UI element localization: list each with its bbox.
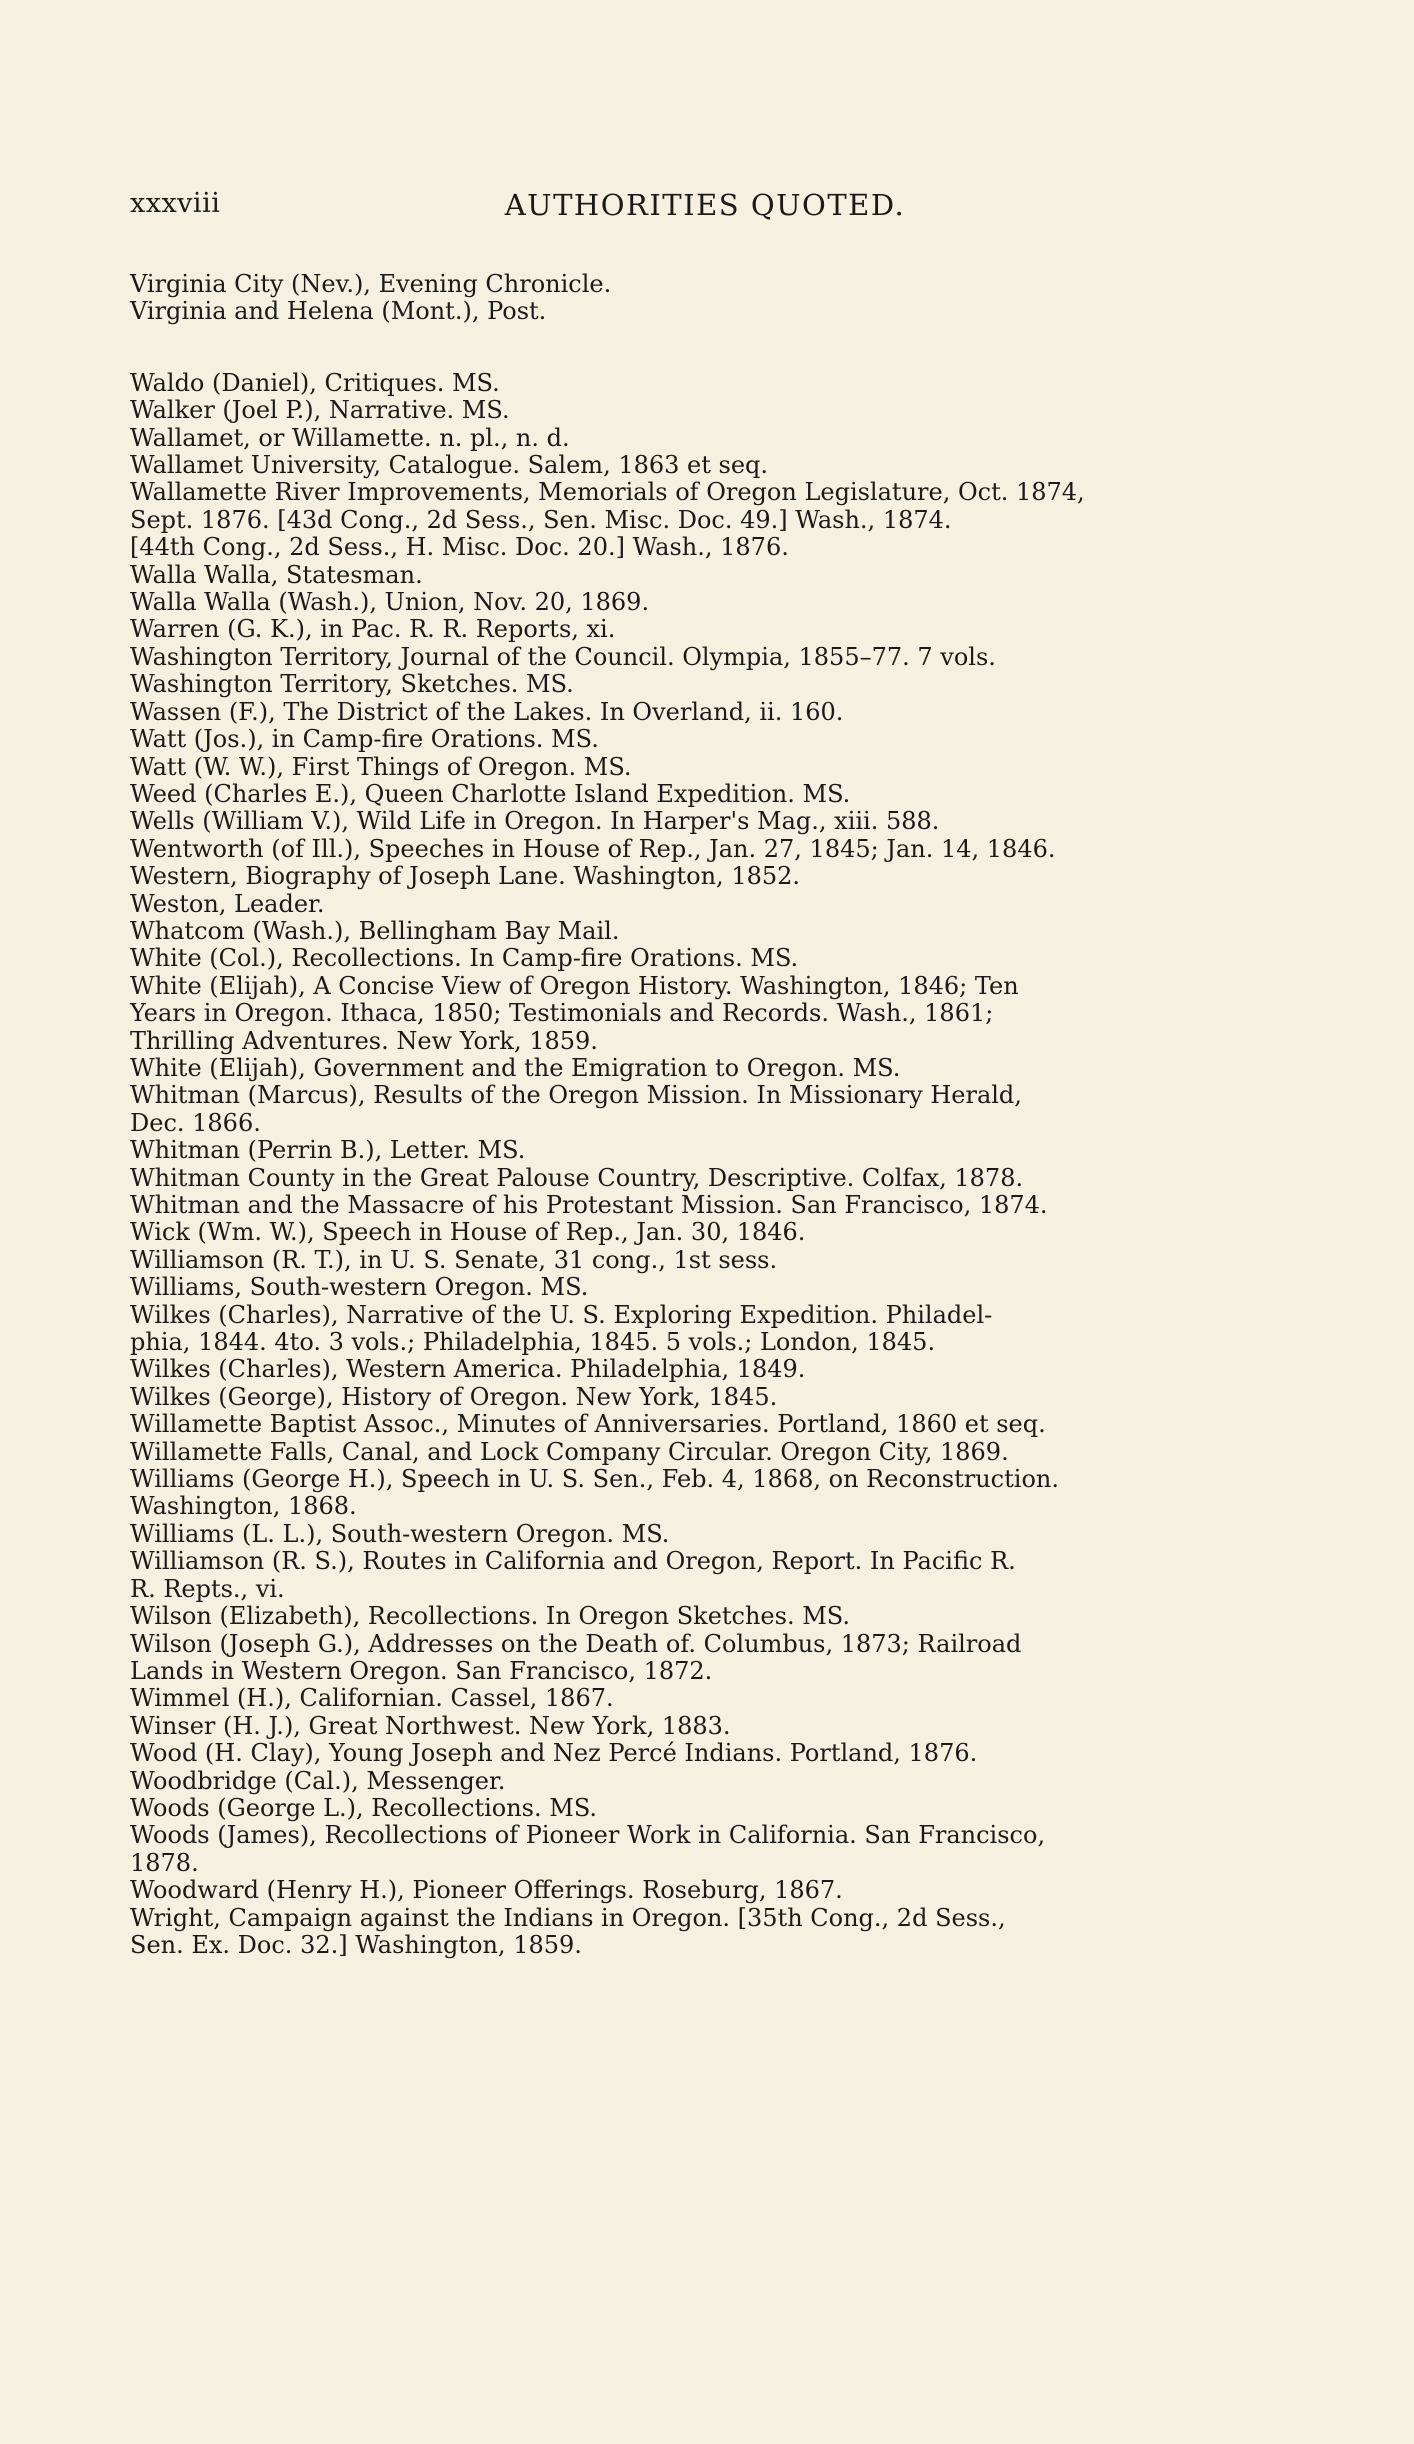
authorities-list bbox=[130, 271, 1270, 1959]
authority-entry bbox=[130, 1631, 1270, 1686]
authority-entry bbox=[130, 479, 1270, 561]
authority-entry bbox=[130, 1877, 1270, 1904]
entry-line: Washington Territory, Journal of the Council. Olympia, 1855–77. 7 vols. bbox=[130, 642, 996, 671]
authority-entry bbox=[130, 562, 1270, 589]
authority-entry bbox=[130, 781, 1270, 808]
entry-line: Whatcom (Wash.), Bellingham Bay Mail. bbox=[130, 916, 620, 945]
authority-entry bbox=[130, 808, 1270, 835]
authority-entry bbox=[130, 452, 1270, 479]
entry-continuation-line: Sept. 1876. [43d Cong., 2d Sess., Sen. Misc. Doc. 49.] Wash., 1874. bbox=[130, 505, 952, 534]
authority-entry bbox=[130, 891, 1270, 918]
authority-entry bbox=[130, 1548, 1270, 1603]
authority-entry bbox=[130, 1302, 1270, 1357]
authority-entry bbox=[130, 1082, 1270, 1137]
entry-line: Walla Walla (Wash.), Union, Nov. 20, 1869. bbox=[130, 588, 650, 617]
entry-line: Wallamette River Improvements, Memorials of Oregon Legislature, Oct. 1874, bbox=[130, 478, 1085, 507]
entry-line: Wassen (F.), The District of the Lakes. In Overland, ii. 160. bbox=[130, 697, 844, 726]
entry-line: Whitman (Marcus), Results of the Oregon Mission. In Missionary Herald, bbox=[130, 1081, 1022, 1110]
entry-line: Wood (H. Clay), Young Joseph and Nez Percé Indians. Portland, 1876. bbox=[130, 1739, 978, 1768]
entry-line: Willamette Baptist Assoc., Minutes of Anniversaries. Portland, 1860 et seq. bbox=[130, 1410, 1046, 1439]
entry-line: Virginia and Helena (Mont.), Post. bbox=[130, 297, 547, 326]
entry-continuation-line: Thrilling Adventures. New York, 1859. bbox=[130, 1026, 598, 1055]
entry-line: Williams (L. L.), South-western Oregon. MS. bbox=[130, 1519, 670, 1548]
authority-entry bbox=[130, 1055, 1270, 1082]
entry-line: Walla Walla, Statesman. bbox=[130, 560, 423, 589]
entry-line: Wright, Campaign against the Indians in Oregon. [35th Cong., 2d Sess., bbox=[130, 1903, 1006, 1932]
entry-line: Wilson (Elizabeth), Recollections. In Oregon Sketches. MS. bbox=[130, 1602, 850, 1631]
authority-entry bbox=[130, 616, 1270, 643]
authority-entry bbox=[130, 1768, 1270, 1795]
authority-entry bbox=[130, 1219, 1270, 1246]
entry-line: Virginia City (Nev.), Evening Chronicle. bbox=[130, 270, 612, 298]
entry-continuation-line: R. Repts., vi. bbox=[130, 1574, 285, 1603]
entry-line: Woods (James), Recollections of Pioneer Work in California. San Francisco, bbox=[130, 1821, 1046, 1850]
entry-line: Wick (Wm. W.), Speech in House of Rep., Jan. 30, 1846. bbox=[130, 1218, 806, 1247]
entry-line: Woodward (Henry H.), Pioneer Offerings. Roseburg, 1867. bbox=[130, 1876, 843, 1905]
entry-continuation-line: Sen. Ex. Doc. 32.] Washington, 1859. bbox=[130, 1930, 582, 1959]
entry-line: Williams, South-western Oregon. MS. bbox=[130, 1273, 589, 1302]
authority-entry bbox=[130, 644, 1270, 671]
entry-line: Walker (Joel P.), Narrative. MS. bbox=[130, 396, 510, 425]
entry-continuation-line: Washington, 1868. bbox=[130, 1492, 357, 1521]
authority-entry bbox=[130, 397, 1270, 424]
authority-entry bbox=[130, 726, 1270, 753]
entry-line: Wilson (Joseph G.), Addresses on the Death of. Columbus, 1873; Railroad bbox=[130, 1629, 1022, 1658]
entry-line: Waldo (Daniel), Critiques. MS. bbox=[130, 368, 500, 397]
authority-entry bbox=[130, 370, 1270, 397]
entry-line: White (Col.), Recollections. In Camp-fire Orations. MS. bbox=[130, 944, 799, 973]
authority-entry bbox=[130, 918, 1270, 945]
authority-entry bbox=[130, 1411, 1270, 1438]
entry-line: Wilkes (George), History of Oregon. New York, 1845. bbox=[130, 1382, 778, 1411]
entry-line: Watt (W. W.), First Things of Oregon. MS. bbox=[130, 752, 632, 781]
authority-entry bbox=[130, 425, 1270, 452]
entry-line: Wallamet University, Catalogue. Salem, 1863 et seq. bbox=[130, 451, 769, 480]
entry-line: Williamson (R. T.), in U. S. Senate, 31 cong., 1st sess. bbox=[130, 1245, 778, 1274]
entry-line: Woodbridge (Cal.), Messenger. bbox=[130, 1766, 506, 1795]
entry-line: Wells (William V.), Wild Life in Oregon. In Harper's Mag., xiii. 588. bbox=[130, 807, 940, 836]
entry-line: White (Elijah), Government and the Emigration to Oregon. MS. bbox=[130, 1053, 901, 1082]
entry-line: Whitman County in the Great Palouse Country, Descriptive. Colfax, 1878. bbox=[130, 1163, 1024, 1192]
authority-entry bbox=[130, 589, 1270, 616]
authority-entry bbox=[130, 298, 1270, 325]
entry-continuation-line: phia, 1844. 4to. 3 vols.; Philadelphia, 1845. 5 vols.; London, 1845. bbox=[130, 1328, 936, 1357]
entry-line: Williamson (R. S.), Routes in California and Oregon, Report. In Pacific R. bbox=[130, 1547, 1016, 1576]
authority-entry bbox=[130, 836, 1270, 863]
authority-entry bbox=[130, 754, 1270, 781]
entry-line: Weed (Charles E.), Queen Charlotte Island Expedition. MS. bbox=[130, 779, 851, 808]
authority-entry bbox=[130, 1165, 1270, 1192]
entry-line: Winser (H. J.), Great Northwest. New York, 1883. bbox=[130, 1711, 731, 1740]
authority-entry bbox=[130, 1137, 1270, 1164]
authority-entry bbox=[130, 1713, 1270, 1740]
entry-continuation-line: Years in Oregon. Ithaca, 1850; Testimonials and Records. Wash., 1861; bbox=[130, 999, 994, 1028]
page-header bbox=[130, 188, 1280, 228]
authority-entry bbox=[130, 1521, 1270, 1548]
authority-entry bbox=[130, 1384, 1270, 1411]
entry-continuation-line: Lands in Western Oregon. San Francisco, 1872. bbox=[130, 1656, 713, 1685]
authority-entry bbox=[130, 1274, 1270, 1301]
authority-entry bbox=[130, 1466, 1270, 1521]
authority-entry bbox=[130, 973, 1270, 1055]
entry-continuation-line: [44th Cong., 2d Sess., H. Misc. Doc. 20.] Wash., 1876. bbox=[130, 533, 789, 562]
entry-line: Woods (George L.), Recollections. MS. bbox=[130, 1793, 598, 1822]
entry-line: Wentworth (of Ill.), Speeches in House of Rep., Jan. 27, 1845; Jan. 14, 1846. bbox=[130, 834, 1056, 863]
authority-entry bbox=[130, 1795, 1270, 1822]
group-separator bbox=[130, 326, 1270, 370]
entry-line: Wimmel (H.), Californian. Cassel, 1867. bbox=[130, 1684, 614, 1713]
page-number: xxxviii bbox=[130, 188, 221, 219]
authority-entry bbox=[130, 1822, 1270, 1877]
entry-continuation-line: 1878. bbox=[130, 1848, 199, 1877]
authority-entry bbox=[130, 1603, 1270, 1630]
authority-entry bbox=[130, 1685, 1270, 1712]
authority-entry bbox=[130, 1356, 1270, 1383]
entry-line: Warren (G. K.), in Pac. R. R. Reports, xi. bbox=[130, 615, 616, 644]
entry-line: Whitman and the Massacre of his Protestant Mission. San Francisco, 1874. bbox=[130, 1191, 1048, 1219]
entry-line: Williams (George H.), Speech in U. S. Sen., Feb. 4, 1868, on Reconstruction. bbox=[130, 1465, 1059, 1494]
entry-line: White (Elijah), A Concise View of Oregon History. Washington, 1846; Ten bbox=[130, 971, 1019, 1000]
authority-entry bbox=[130, 863, 1270, 890]
authority-entry bbox=[130, 671, 1270, 698]
running-title: AUTHORITIES QUOTED. bbox=[504, 188, 906, 222]
entry-line: Western, Biography of Joseph Lane. Washington, 1852. bbox=[130, 862, 801, 891]
entry-line: Wilkes (Charles), Western America. Philadelphia, 1849. bbox=[130, 1355, 806, 1384]
entry-line: Whitman (Perrin B.), Letter. MS. bbox=[130, 1136, 526, 1165]
authority-entry bbox=[130, 945, 1270, 972]
entry-line: Watt (Jos.), in Camp-fire Orations. MS. bbox=[130, 725, 599, 754]
authority-entry bbox=[130, 1905, 1270, 1960]
authority-entry bbox=[130, 271, 1270, 298]
authority-entry bbox=[130, 1439, 1270, 1466]
entry-line: Wallamet, or Willamette. n. pl., n. d. bbox=[130, 423, 570, 452]
entry-line: Washington Territory, Sketches. MS. bbox=[130, 670, 574, 699]
entry-line: Willamette Falls, Canal, and Lock Company Circular. Oregon City, 1869. bbox=[130, 1437, 1009, 1466]
authority-entry bbox=[130, 1247, 1270, 1274]
authority-entry bbox=[130, 1740, 1270, 1767]
entry-line: Weston, Leader. bbox=[130, 889, 325, 918]
authority-entry bbox=[130, 1192, 1270, 1219]
entry-continuation-line: Dec. 1866. bbox=[130, 1108, 261, 1137]
entry-line: Wilkes (Charles), Narrative of the U. S. Exploring Expedition. Philadel- bbox=[130, 1300, 993, 1329]
authority-entry bbox=[130, 699, 1270, 726]
